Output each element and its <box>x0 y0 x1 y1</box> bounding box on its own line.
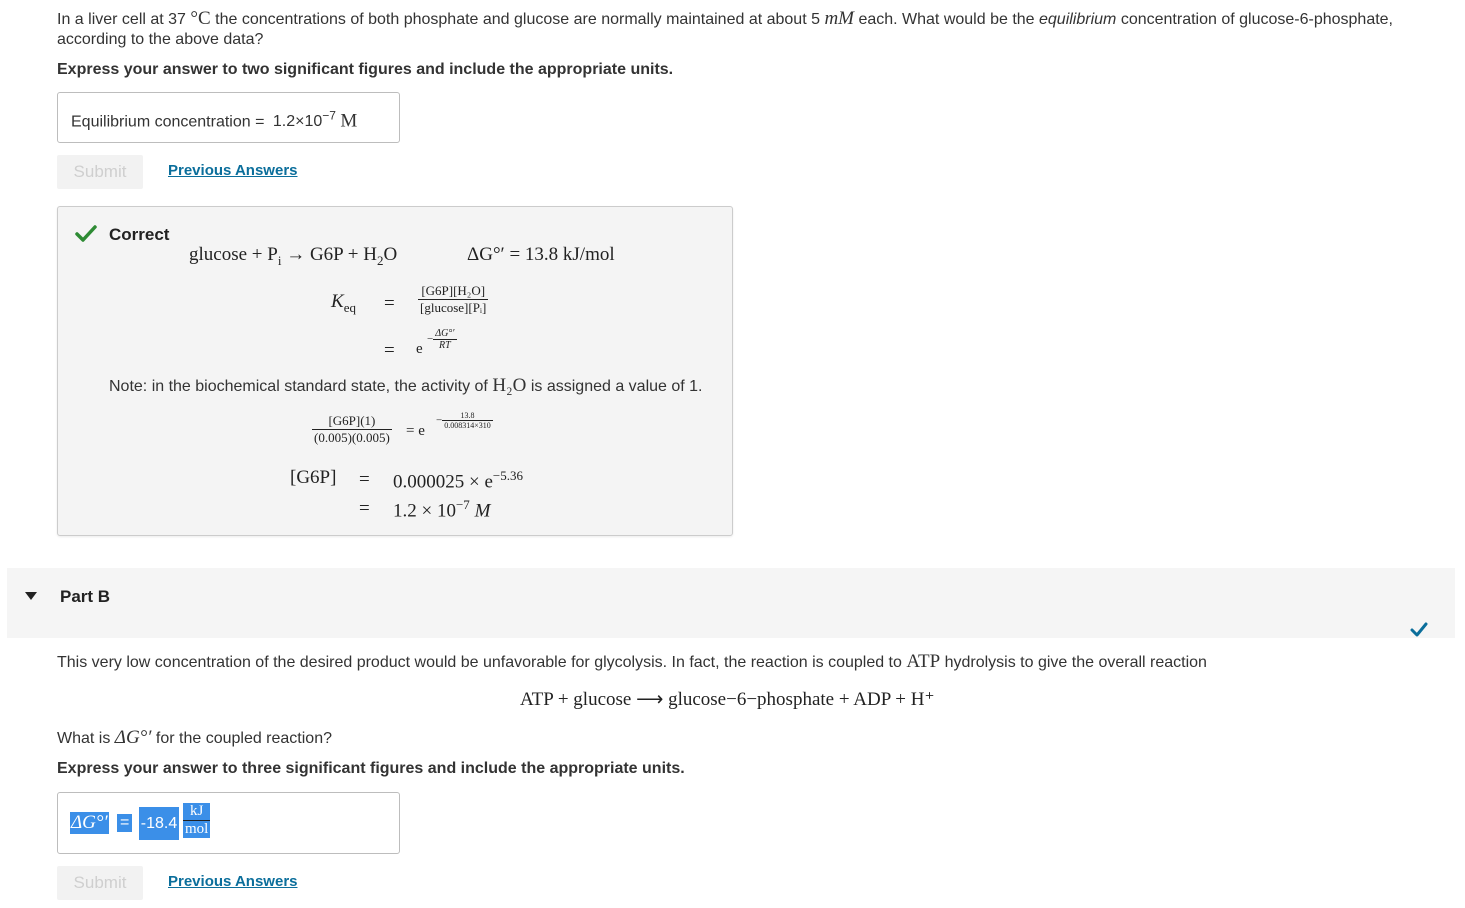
equals-sign-4: = <box>359 498 370 519</box>
overall-reaction: ATP + glucose ⟶ glucose−6−phosphate + ADP + H⁺ <box>520 689 935 710</box>
correct-feedback-box <box>57 206 733 536</box>
delta-g-label: ΔG°′ <box>71 812 108 833</box>
part-a-answer-box[interactable] <box>57 92 400 143</box>
feedback-title: Correct <box>109 225 170 244</box>
answer-label: Equilibrium concentration = <box>71 113 265 131</box>
answer-value[interactable]: $1.2\times 10^{-7}$ <box>272 109 336 131</box>
answer-equals: = <box>117 814 132 832</box>
degree-celsius: °C <box>190 8 211 29</box>
result-line-1: $0.000025 \times e^{-5.36}$ <box>393 468 523 493</box>
delta-g-value: ΔG°′ = 13.8 kJ/mol <box>467 244 615 265</box>
reaction-equation: $glucose + P_i \to G6P + H_2O$ <box>189 244 398 268</box>
exp-fraction: − $\frac{\Delta G^\circ'}{RT}$ <box>427 328 455 351</box>
checkmark-icon <box>75 224 97 244</box>
part-b-text: This very low concentration of the desired product would be unfavorable for glycolysis. In fact, the reaction is coupled to ATP hydrolysis to give the overall reaction <box>57 651 1207 672</box>
equals-sign-2: = <box>384 340 395 361</box>
equals-sign: = <box>384 293 395 314</box>
part-a-previous-answers-link[interactable]: Previous Answers <box>168 162 298 179</box>
part-a-submit-button[interactable]: Submit <box>57 155 143 189</box>
note-text: Note: in the biochemical standard state, the activity of H₂O is assigned a value of 1. <box>109 375 703 396</box>
part-b-previous-answers-link[interactable]: Previous Answers <box>168 873 298 890</box>
exp-expression: e <box>416 341 423 357</box>
part-b-answer-box[interactable] <box>57 792 400 854</box>
part-a-instruction: Express your answer to two significant figures and include the appropriate units. <box>57 61 674 78</box>
part-b-instruction: Express your answer to three significant figures and include the appropriate units. <box>57 760 685 777</box>
part-a-question: In a liver cell at 37 °C the concentrations of both phosphate and glucose are normally maintained at about 5 mM each. What would be the equilibrium concentration of glucose-6-phosphate, according to the above data? <box>57 8 1393 48</box>
triangle-down-icon[interactable] <box>24 591 38 601</box>
result-line-2: $1.2 \times 10^{-7}$ M <box>393 497 491 522</box>
g6p-symbol: [G6P] <box>290 467 337 488</box>
calc-exp: = e <box>406 423 425 439</box>
equals-sign-3: = <box>359 469 370 490</box>
keq-symbol: $K_{eq}$ <box>331 291 356 315</box>
calc-fraction: $\frac{[G6P](1)}{(0.005)(0.005)}$ <box>314 413 390 445</box>
part-b-title: Part B <box>60 587 111 606</box>
part-b-question: What is ΔG°′ for the coupled reaction? <box>57 727 332 748</box>
answer-unit: M <box>340 110 358 132</box>
calc-exp-fraction: − $\frac{13.8}{0.008314\times 310}$ <box>436 411 491 430</box>
part-b-submit-button[interactable]: Submit <box>57 866 143 900</box>
completed-check-icon <box>1410 622 1428 638</box>
answer-value-input[interactable]: -18.4 <box>139 807 179 840</box>
unit-mm: mM <box>824 8 854 29</box>
keq-fraction: $\frac{\text{[G6P][H₂O]}}{\text{[glucose][Pᵢ]}}$ <box>420 283 487 315</box>
part-b-header[interactable] <box>7 568 1455 638</box>
answer-unit-fraction[interactable]: $\frac{kJ}{\text{mol}}$ <box>185 803 209 837</box>
